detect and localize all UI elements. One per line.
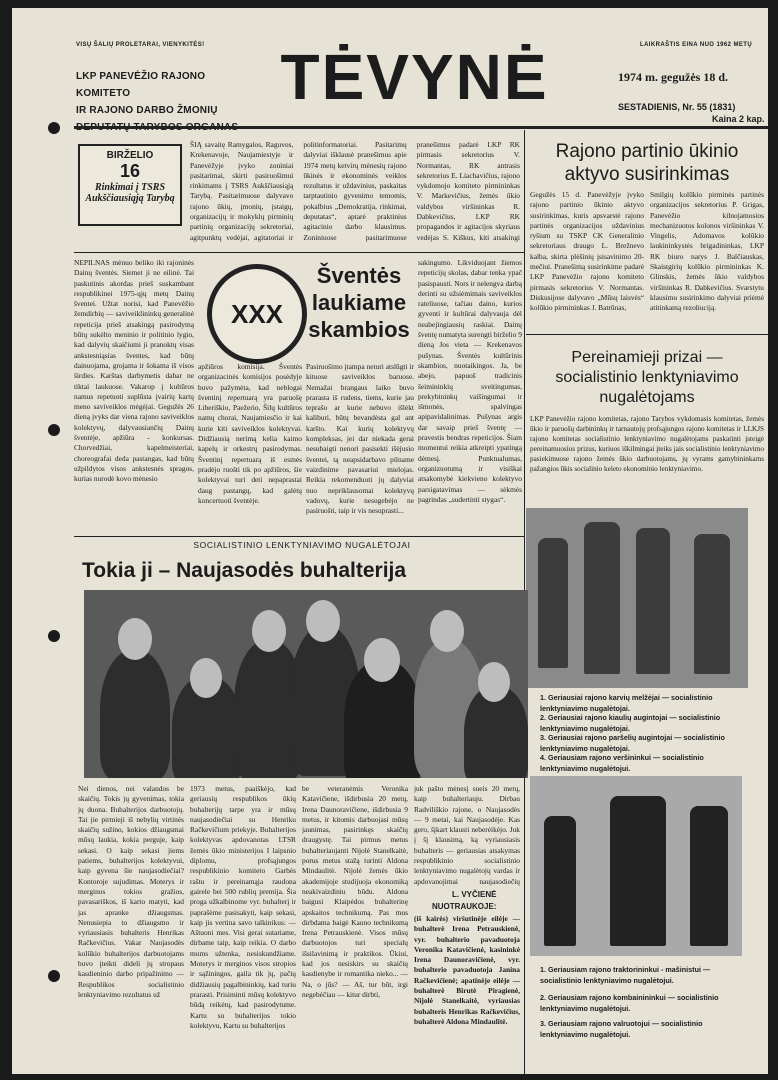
trophy xyxy=(690,806,728,946)
accounting-headline: Tokia ji – Naujasodės buhalterija xyxy=(82,559,407,582)
section-rule xyxy=(74,252,524,253)
trophy xyxy=(636,528,670,674)
trophy xyxy=(694,534,730,674)
person xyxy=(100,650,170,778)
meeting-headline: Rajono partinio ūkinio aktyvo susirinkimas xyxy=(555,141,739,185)
photo-caption: 4. Geriausiam rajono veršininkui — socialistinio lenktyniavimo nugalėtojui. xyxy=(540,753,704,773)
face xyxy=(364,638,400,682)
article-column: NEPILNAS mėnuo beliko iki rajoninės Dainų šventės. Siemet ji ne eilinė. Tai paskutinis akordas prieš suskambant respublikinei 1975-ųjų metų Dainų šventei. Užtat norisi, kad Panevėžio žemdirbių — saviveiklininkų generalinė repeticija prieš atsakingą pasirodymą būtų sukėlto meninio ir politinio lygio, kad dalyvių skaičiumi ji pranoktų visas ankstesniąsias šventes, kad būtų dainuojama, grojama ir šokama iš visos širdies. Karštas darbymetis dabar ne tiktai laukuose. Vakarop į kultūros namus repetuoti suplūsta įvairių kartų meno saviveiklos mėgėjai. Gegužės 26 dieną įvyks dar viena rajono saviveiklos kolektyvų, dalyvausiančių Dainų šventėje, apžiūra - konkursas. Chorvedžiai, kapelmeisteriai, choreografai deda pastangas, kad būtų užpildytos visos ankstesnės spragos, kurias nurodė kovo mėnesio xyxy=(74,258,194,484)
photo-caption: 3. Geriausiai rajono paršelių augintojai — socialistinio lenktyniavimo nugalėtojai. xyxy=(540,733,725,753)
prizes-headline: Pereinamieji prizai — socialistinio lenktyniavimo nugalėtojams xyxy=(555,349,739,406)
article-column: Smilgių kolūkio pirminės partinės organizacijos sekretorius P. Grigas, Panevėžio kilnojamosios mechanizuotos kolonos viršininkas V. Vingelis, Adomavos kolūkio laukininkystės brigadininkas, LKP RK biuro narys J. Balčiauskas, Skaistgirių kolūkio pirmininkas K. Glinskis, žemės ūkio valdybos viršininkas R. Dabkevičius. Svarstytu klausimu susirinkimo dalyviai priėmė atitinkamą rezoliuciją. xyxy=(650,190,764,313)
issue-date: 1974 m. gegužės 18 d. xyxy=(618,70,728,84)
masthead-rule xyxy=(74,126,768,129)
photo-caption-head: NUOTRAUKOJE: xyxy=(432,902,497,911)
article-column: be veteranėmis Veronika Katavičiene, išdirbusia 20 metų, Irena Daunoravičiene, išdirbusia 9 metus, ir kitomis darbuojasi mūsų jaunimas, pasirinkęs skaičių draugystę. Tai pirmus metus buhalteriaujanti Nijolė Stanelkaitė, porus metus stažą turinti Aldona Mindaulitė. Nijolė žemės ūkio akademijoje studijuoja ekonomiką neakivaizdiniu būdu. Aldona baigusi Klaipėdos buhalterinę apskaitos technikumą. Pas mus dirbdama baigė Kauno technikumą Irena Petrauskienė. Visos mūsų darbuotojos turi specialų išsilavinimą ir praktikos. Ūkiui, kad jos nesiskirs su skaičių kasdienybe ir romantika nieko... — Na, o jūs? — Aš, tur būt, irgi negebėčiau — kitur dirbti, xyxy=(302,784,408,999)
face xyxy=(118,618,152,660)
trophy xyxy=(538,538,568,668)
binding-hole xyxy=(48,122,60,134)
face xyxy=(478,662,510,702)
issue-price: Kaina 2 kap. xyxy=(712,114,765,124)
section-rule xyxy=(526,334,768,335)
photo-caption: 1. Geriausiai rajono karvių melžėjai — socialistinio lenktyniavimo nugalėtojai. xyxy=(540,693,713,713)
face xyxy=(306,600,340,642)
photo-caption: 1. Geriausiam rajono traktorininkui - mašinistui — socialistinio lenktyniavimo nugalėtojui. xyxy=(540,965,711,985)
accounting-photo xyxy=(84,590,528,778)
photo-caption: 2. Geriausiai rajono kiaulių augintojai — socialistinio lenktyniavimo nugalėtojai. xyxy=(540,713,721,733)
newspaper-title: TĖVYNĖ xyxy=(280,41,549,113)
article-column: LKP Panevėžio rajono komitetas, rajono Tarybos vykdomasis komitetas, žemės ūkio ir paruošų darbininkų ir tarnautojų profsąjungos rajono komitetas ir LLKJS rajono komitetas socialistinio lenktyniavimo nugalėtojams paskatinti įsteigė pereinamuosius prizus, kuriuos iškilmingai įteiks jais socialistinio lenktyniavimo pasiekimuose rajono žemės ūkio darbuotojams, jų vyrams gamybininkams pažangios ūkis socialinio keleto ekonominio lenktyniavimo. xyxy=(530,415,764,473)
face xyxy=(190,658,222,698)
trophy xyxy=(610,796,666,946)
photo-caption-text: (iš kairės) viršutinėje eilėje — buhalterė Irena Petrauskienė, vyr. buhalterio pavaduotoja Veronika Katavičienė, kasininkė Irena Daunoravičienė, vyr. buhalterio pavaduotoja Janina Račkevičienė; apatinėje eilėje — buhalterė Birutė Piragienė, Nijolė Stanelkaitė, vyriausias buhalteris Henrikas Račkevičius, buhalterė Aldona Mindaulitė. xyxy=(414,914,520,1026)
festival-emblem xyxy=(207,264,307,364)
article-column: juk pašto mėnesį sueis 20 metų, kaip buhalteriauju. Dirbau Radviliškio rajone, o Naujasodės — 9 metai, kai Naujasodėje. Kas gero, šįkart klausti neberėikėjo. Juk į šį klausimą, ką vyriausiasis buhalteris — geriausias atsakymas respublikinio socialistinio lenktyniavimo nugalėtojų vardas ir apdovanojimai naujasodiečių xyxy=(414,784,520,886)
trophy xyxy=(584,522,620,674)
face xyxy=(252,610,286,652)
binding-hole xyxy=(48,970,60,982)
masthead-slogan: VISŲ ŠALIŲ PROLETARAI, VIENYKITĖS! xyxy=(76,42,205,48)
election-badge: BIRŽELIO 16 Rinkimai į TSRS Aukščiausiąją Tarybą xyxy=(78,144,182,226)
newspaper-page xyxy=(12,8,768,1074)
festival-headline: Šventės laukiame skambios xyxy=(308,263,410,342)
article-column: Gegužės 15 d. Panevėžyje įvyko rajono partinio ūkinio aktyvo susirinkimas, kuris apsvarstė rajono partinės organizacijos uždavinius ryšium su TSKP CK Generalinio sekretoriaus draugo L. Brežnevo kalba, skirta plėšinių įsisavinimo 20-mečiui. Pranešimą susirinkime padarė LKP Panevėžio rajono komiteto pirmasis sekretorius V. Normantas. Diskusijose dalyvavo „Mūsų laisvės“ kolūkio pirmininkas J. Batrūnas, xyxy=(530,190,644,313)
prizes-photo-bottom xyxy=(530,776,742,956)
section-label: SOCIALISTINIO LENKTYNIAVIMO NUGALĖTOJAI xyxy=(193,540,411,550)
article-column: sakingumo. Likviduojant žiemos repeticijų skolas, dabar tenka ypač pasispausti. Nors ir nelengva darbą derinti su užsiėmimais saviveiklos rateliuose, tačiau daino, kurios gyventi ir kultūrai dalyvauja dėl neabejingiausių raskiai. Dainų šventę numatyta surengti birželio 9 dieną Jos vieta — Krekenavos pušynas. Šventės kultūrinis skambios, nuotaikingos. Ja, be abejo, papuoš tradicinis šeimininkių sveitingumas, prekybininkų vaišingumai ir išmonės, spalvingas apipavidalinimas. Pušynas argis dar savaip prieš šventę — pravestis bendras repeticijos. Šiam momentui reikia atkreipti ypatingą dėmesį. Punktualumas, organizuotumą ir visiškai atsakomybė kiekvieno kolektyvo parsigatavimas — sėkmės pagrindas „sudertinti stygas“. xyxy=(418,258,522,504)
emblem-mark: XXX xyxy=(230,298,284,329)
article-column: apžiūros komisija. Šventės organizacinės komisijos posėdyje buvo pažymėta, kad neblogai šventinį repertuarą yra paruošę Liberiškio, Paežerio, Šilų kultūros namų chorai, Naujamiesčio ir kai kurie kiti saviveiklos kolektyvai. Didžiausią nerimą kelia kaimo kapelų ir orkestrų pasirodymas. Šventinį repertuarą iš esmės pradėjo ruošti tik po apžiūros, šie kolektyvai turi deti nepaprastai daug pastangų, kad galėtų koncertuoti šventėje. xyxy=(198,362,302,505)
photo-caption: 2. Geriausiam rajono kombainininkui — socialistinio lenktyniavimo nugalėtojui. xyxy=(540,993,719,1013)
section-rule xyxy=(74,536,524,537)
binding-hole xyxy=(48,630,60,642)
trophy xyxy=(544,816,576,946)
masthead-since: LAIKRAŠTIS EINA NUO 1962 METŲ xyxy=(640,42,753,48)
article-column: Pasiruošimo įtampa neturi atslūgti ir kituose saviveiklos baruose. Nemažai brangaus laiko buvo prarasta iš rudens, tiems, kurie jau teprašo ar kurie nebuvo išlėkt kaliburi, būtų bevandėsta gal ant karšto. Kai kurių kolektyvų kompleksas, jei dar niekada gerai nesubaigti nenori pasisekti išėjusio šventei, tą neapsidarbavo pilname vaizdinime pavasariui mielojas. Reikia rekomenduoti jų dalyviai nuo nepriklausomai kolektyvų vadovų, kurie nesugebėjo ne pasiruošti, taip ir vis nesuprasti... xyxy=(306,362,414,516)
article-column: Nei dienos, nei valandos be skaičių. Tokis jų gyvenimas, tokia jų duona. Buhalterijos darbuotojų. Tai jie pirmieji iš nebylių virtinės skaičių sužino, kokios džiaugsmai mūsų laukia, kokia perguje, kaip sekasi. O kaip sekasi jiems patiems, buhalterijos kolektyvui, kaip gyvena šie naujasodiečiai? Kontoroje sujudimas. Moterys ir merginos tokios gražios, pavasariškos, iš karto matyti, kad jas apranke džiaugsmas. Nenusiepia to džiaugsmo ir vyriausiasis buhalteris Henrikas Račkevičius. Vakar Naujasodės kolūkio buhalterijos darbuotojams buvo įteikti dideli jų stropaus kasdieninio darbo pripažinimo — Respublikos socialistinio lenktyniavimo rezultatus už xyxy=(78,784,184,999)
face xyxy=(430,610,464,652)
article-column: 1973 metus, paaiškėjo, kad geriausių respublikos ūkių buhalterijų tarpe yra ir mūsų naujasodiečiai su Henriku Račkevičium priekyje. Buhalterijos kolektyvas apdovanotas LTSR žemės ūkio ministerijos I laipsnio diplomu, profsąjungos respublikinio komiteto Garbės raštu ir pereinamąja raudona gairele bei 500 rublių premija. Šia proga užkalbinome vyr. buhalterį ir paprašėme pasisakyti, kaip sekasi, kaip jis vertina savo talkinikus: — Aštuoni mes. Visi gerai sutariame, dirbame taip, kaip reikia. O darbo mums užtenka, nesiskundžiame. Moterys ir merginos visos stropios ir sąžiningos, gaila tik jų, pačių didžiausių pagalbininkių, kad turiu prarasti. Prisiminti mūsų kolektyvo būdą reikėtų, kad pasirodytume. Kartu su buhalterijos tokio kolektyvu, Kartu su buhalterijos xyxy=(190,784,296,1030)
issue-number: SESTADIENIS, Nr. 55 (1831) xyxy=(618,102,736,112)
masthead-organization: LKP PANEVĖŽIO RAJONO KOMITETO IR RAJONO DARBO ŽMONIŲ xyxy=(76,71,218,116)
prizes-photo-top xyxy=(526,508,748,688)
article-column: ŠIĄ savaitę Ramygalos, Raguvos, Krekenavoje, Naujamiestyje ir Panevėžyje įvyko zoniniai pasitarimai, skirti pasiruošimui rinkimams į TSRS Aukščiausiąją Tarybą. Pasitarimuose dalyvavo rajono ūkių, įmonių, įstaigų, organizacijų ir mokyklų pirminių partinių organizacijų sekretoriai, agitpunktų vedėjai, agitatoriai ir politinformatoriai. Pasitarimų dalyviai išklausė pranešimus apie 1974 metų ketvirų mėnesių rajono ūkinės ir ekonominės veiklos rezultatus ir uždavinius, paskaitas tarptautinio gyvenimo temomis, pokalbius „Demokratija, rinkimai, deputatas“, aptarė praktinius agitacinio darbo klausimus. Zoniniuose pasitarimuose pranešimus padarė LKP RK pirmasis sekretorius V. Normantas, RK antrasis sekretorius E. Liachavičius, rajono vykdomojo komiteto pirmininkas V. Markevičius, žemės ūkio valdybos viršininkas R. Dabkevičius, LKP RK propagandos ir agitacijos skyriaus vedėjas S. Kiškus, kiti atsakingi xyxy=(190,140,520,242)
photo-caption: 3. Geriausiam rajono valruotojui — socialistinio lenktyniavimo nugalėtojui. xyxy=(540,1019,703,1039)
binding-hole xyxy=(48,424,60,436)
article-author: L. VYČIENĖ xyxy=(452,890,497,899)
